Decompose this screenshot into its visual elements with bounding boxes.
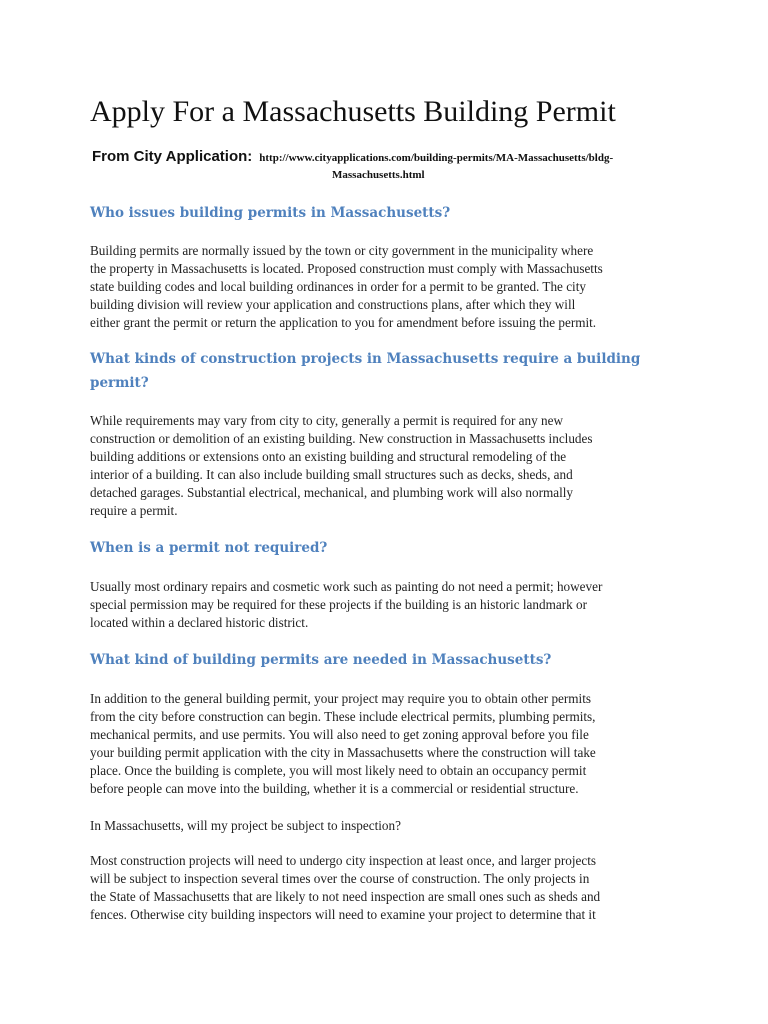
source-url-line-1[interactable]: http://www.cityapplications.com/building-permits/MA-Massachusetts/bldg- bbox=[259, 152, 614, 164]
section-paragraph-who-issues bbox=[90, 242, 690, 332]
paragraph-line: require a permit. bbox=[90, 503, 178, 518]
source-url-line-2[interactable]: Massachusetts.html bbox=[332, 169, 425, 181]
paragraph-line: state building codes and local building ordinances in order for a permit to be granted. The city bbox=[90, 279, 586, 294]
paragraph-line: the State of Massachusetts that are likely to not need inspection are small ones such as sheds and bbox=[90, 889, 601, 904]
paragraph-line: either grant the permit or return the application to you for amendment before issuing the permit. bbox=[90, 315, 597, 330]
paragraph-line: your building permit application with the city in Massachusetts where the construction will take bbox=[90, 745, 596, 760]
section-heading-kinds-needed: What kind of building permits are needed in Massachusetts? bbox=[90, 652, 552, 668]
paragraph-line: place. Once the building is complete, you will most likely need to obtain an occupancy permit bbox=[90, 763, 587, 778]
paragraph-line: mechanical permits, and use permits. You will also need to get zoning approval before you file bbox=[90, 727, 589, 742]
source-label: From City Application: bbox=[92, 148, 253, 165]
paragraph-line: from the city before construction can begin. These include electrical permits, plumbing permits, bbox=[90, 709, 596, 724]
section-paragraph-what-kinds bbox=[90, 412, 690, 520]
paragraph-line: While requirements may vary from city to city, generally a permit is required for any new bbox=[90, 413, 563, 428]
section-heading-who-issues: Who issues building permits in Massachusetts? bbox=[90, 205, 451, 221]
source-citation bbox=[92, 148, 692, 183]
section-paragraph-not-required bbox=[90, 578, 690, 632]
paragraph-line: before people can move into the building, whether it is a commercial or residential structure. bbox=[90, 781, 579, 796]
paragraph-line: special permission may be required for these projects if the building is an historic landmark or bbox=[90, 597, 587, 612]
section-paragraph-kinds-needed bbox=[90, 690, 690, 798]
section-heading-what-kinds bbox=[90, 347, 690, 395]
paragraph-line: construction or demolition of an existing building. New construction in Massachusetts includes bbox=[90, 431, 593, 446]
paragraph-line: located within a declared historic district. bbox=[90, 615, 309, 630]
section-heading-inspection bbox=[90, 817, 690, 835]
paragraph-line: building additions or extensions onto an existing building and structural remodeling of the bbox=[90, 449, 567, 464]
paragraph-line: interior of a building. It can also include building small structures such as decks, sheds, and bbox=[90, 467, 573, 482]
paragraph-line: Most construction projects will need to undergo city inspection at least once, and larger projects bbox=[90, 853, 596, 868]
paragraph-line: will be subject to inspection several times over the course of construction. The only projects in bbox=[90, 871, 590, 886]
paragraph-line: In addition to the general building permit, your project may require you to obtain other permits bbox=[90, 691, 591, 706]
heading-line: permit? bbox=[90, 375, 149, 391]
heading-line: What kinds of construction projects in Massachusetts require a building bbox=[90, 351, 641, 367]
paragraph-line: In Massachusetts, will my project be subject to inspection? bbox=[90, 818, 401, 833]
page-title: Apply For a Massachusetts Building Permit bbox=[90, 95, 616, 128]
section-paragraph-inspection bbox=[90, 852, 690, 924]
paragraph-line: Building permits are normally issued by the town or city government in the municipality where bbox=[90, 243, 594, 258]
paragraph-line: Usually most ordinary repairs and cosmetic work such as painting do not need a permit; however bbox=[90, 579, 603, 594]
paragraph-line: detached garages. Substantial electrical, mechanical, and plumbing work will also normally bbox=[90, 485, 574, 500]
paragraph-line: the property in Massachusetts is located. Proposed construction must comply with Massachusetts bbox=[90, 261, 603, 276]
paragraph-line: fences. Otherwise city building inspectors will need to examine your project to determine that it bbox=[90, 907, 596, 922]
paragraph-line: building division will review your application and constructions plans, after which they will bbox=[90, 297, 576, 312]
section-heading-not-required: When is a permit not required? bbox=[90, 540, 328, 556]
